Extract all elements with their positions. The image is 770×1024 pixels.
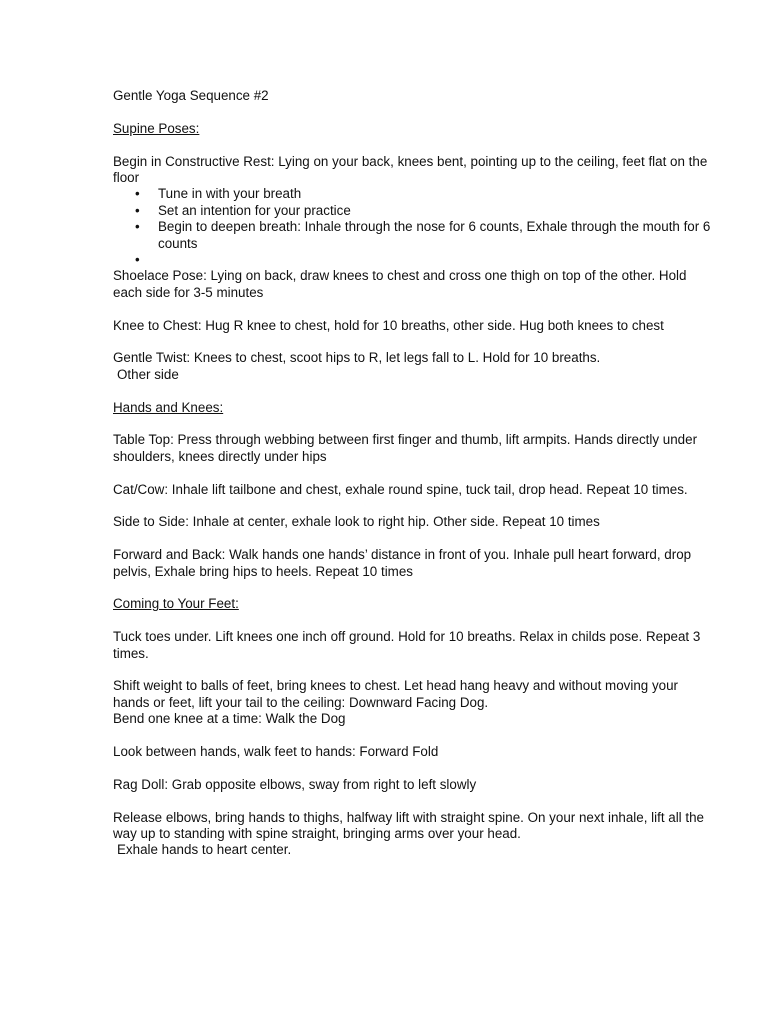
section-heading-feet: Coming to Your Feet: [113, 596, 239, 612]
bullet-text: Begin to deepen breath: Inhale through the nose for 6 counts, Exhale through the mouth for 6 counts [158, 219, 711, 251]
cat-cow-text: Cat/Cow: Inhale lift tailbone and chest, exhale round spine, tuck tail, drop head. Repeat 10 times. [113, 481, 688, 497]
shift-weight-line: Shift weight to balls of feet, bring knees to chest. Let head hang heavy and without moving your hands or feet, lift your tail to the ceiling: Downward Facing Dog. [113, 678, 678, 710]
list-item [113, 186, 713, 202]
side-to-side-text: Side to Side: Inhale at center, exhale look to right hip. Other side. Repeat 10 times [113, 514, 600, 530]
constructive-rest-text: Begin in Constructive Rest: Lying on your back, knees bent, pointing up to the ceiling, feet flat on the floor [113, 153, 708, 185]
shift-weight-text [113, 678, 713, 727]
knee-to-chest-text: Knee to Chest: Hug R knee to chest, hold for 10 breaths, other side. Hug both knees to chest [113, 317, 664, 333]
section-heading-supine: Supine Poses: [113, 120, 200, 136]
forward-fold-text: Look between hands, walk feet to hands: Forward Fold [113, 744, 439, 760]
bullet-glyph: • [135, 186, 140, 202]
bullet-glyph: • [135, 252, 140, 268]
list-item [113, 252, 713, 268]
section-heading-hands-knees: Hands and Knees: [113, 399, 224, 415]
supine-bullet-list [113, 186, 713, 268]
list-item [113, 219, 713, 252]
release-text [113, 810, 713, 859]
rag-doll-text: Rag Doll: Grab opposite elbows, sway from right to left slowly [113, 776, 477, 792]
document-page [113, 88, 713, 875]
list-item [113, 203, 713, 219]
walk-the-dog-line: Bend one knee at a time: Walk the Dog [113, 711, 346, 727]
bullet-glyph: • [135, 202, 140, 218]
release-line-2: Exhale hands to heart center. [117, 842, 292, 858]
release-line-1: Release elbows, bring hands to thighs, halfway lift with straight spine. On your next inhale, lift all the way up to standing with spine straight, bringing arms over your head. [113, 809, 704, 842]
tuck-toes-text: Tuck toes under. Lift knees one inch off ground. Hold for 10 breaths. Relax in childs pose. Repeat 3 times. [113, 629, 701, 661]
table-top-text: Table Top: Press through webbing between first finger and thumb, lift armpits. Hands directly under shoulders, knees directly under hips [113, 432, 698, 464]
gentle-twist-line-2: Other side [117, 366, 179, 382]
shoelace-pose-text: Shoelace Pose: Lying on back, draw knees to chest and cross one thigh on top of the other. Hold each side for 3-5 minutes [113, 268, 687, 300]
gentle-twist-line-1: Gentle Twist: Knees to chest, scoot hips to R, let legs fall to L. Hold for 10 breaths. [113, 350, 601, 366]
bullet-text: Set an intention for your practice [158, 202, 351, 218]
forward-back-text: Forward and Back: Walk hands one hands’ distance in front of you. Inhale pull heart forward, drop pelvis, Exhale bring hips to heels. Repeat 10 times [113, 547, 692, 579]
document-title: Gentle Yoga Sequence #2 [113, 88, 269, 103]
gentle-twist-text [113, 350, 713, 383]
bullet-glyph: • [135, 219, 140, 235]
bullet-text: Tune in with your breath [158, 186, 302, 202]
